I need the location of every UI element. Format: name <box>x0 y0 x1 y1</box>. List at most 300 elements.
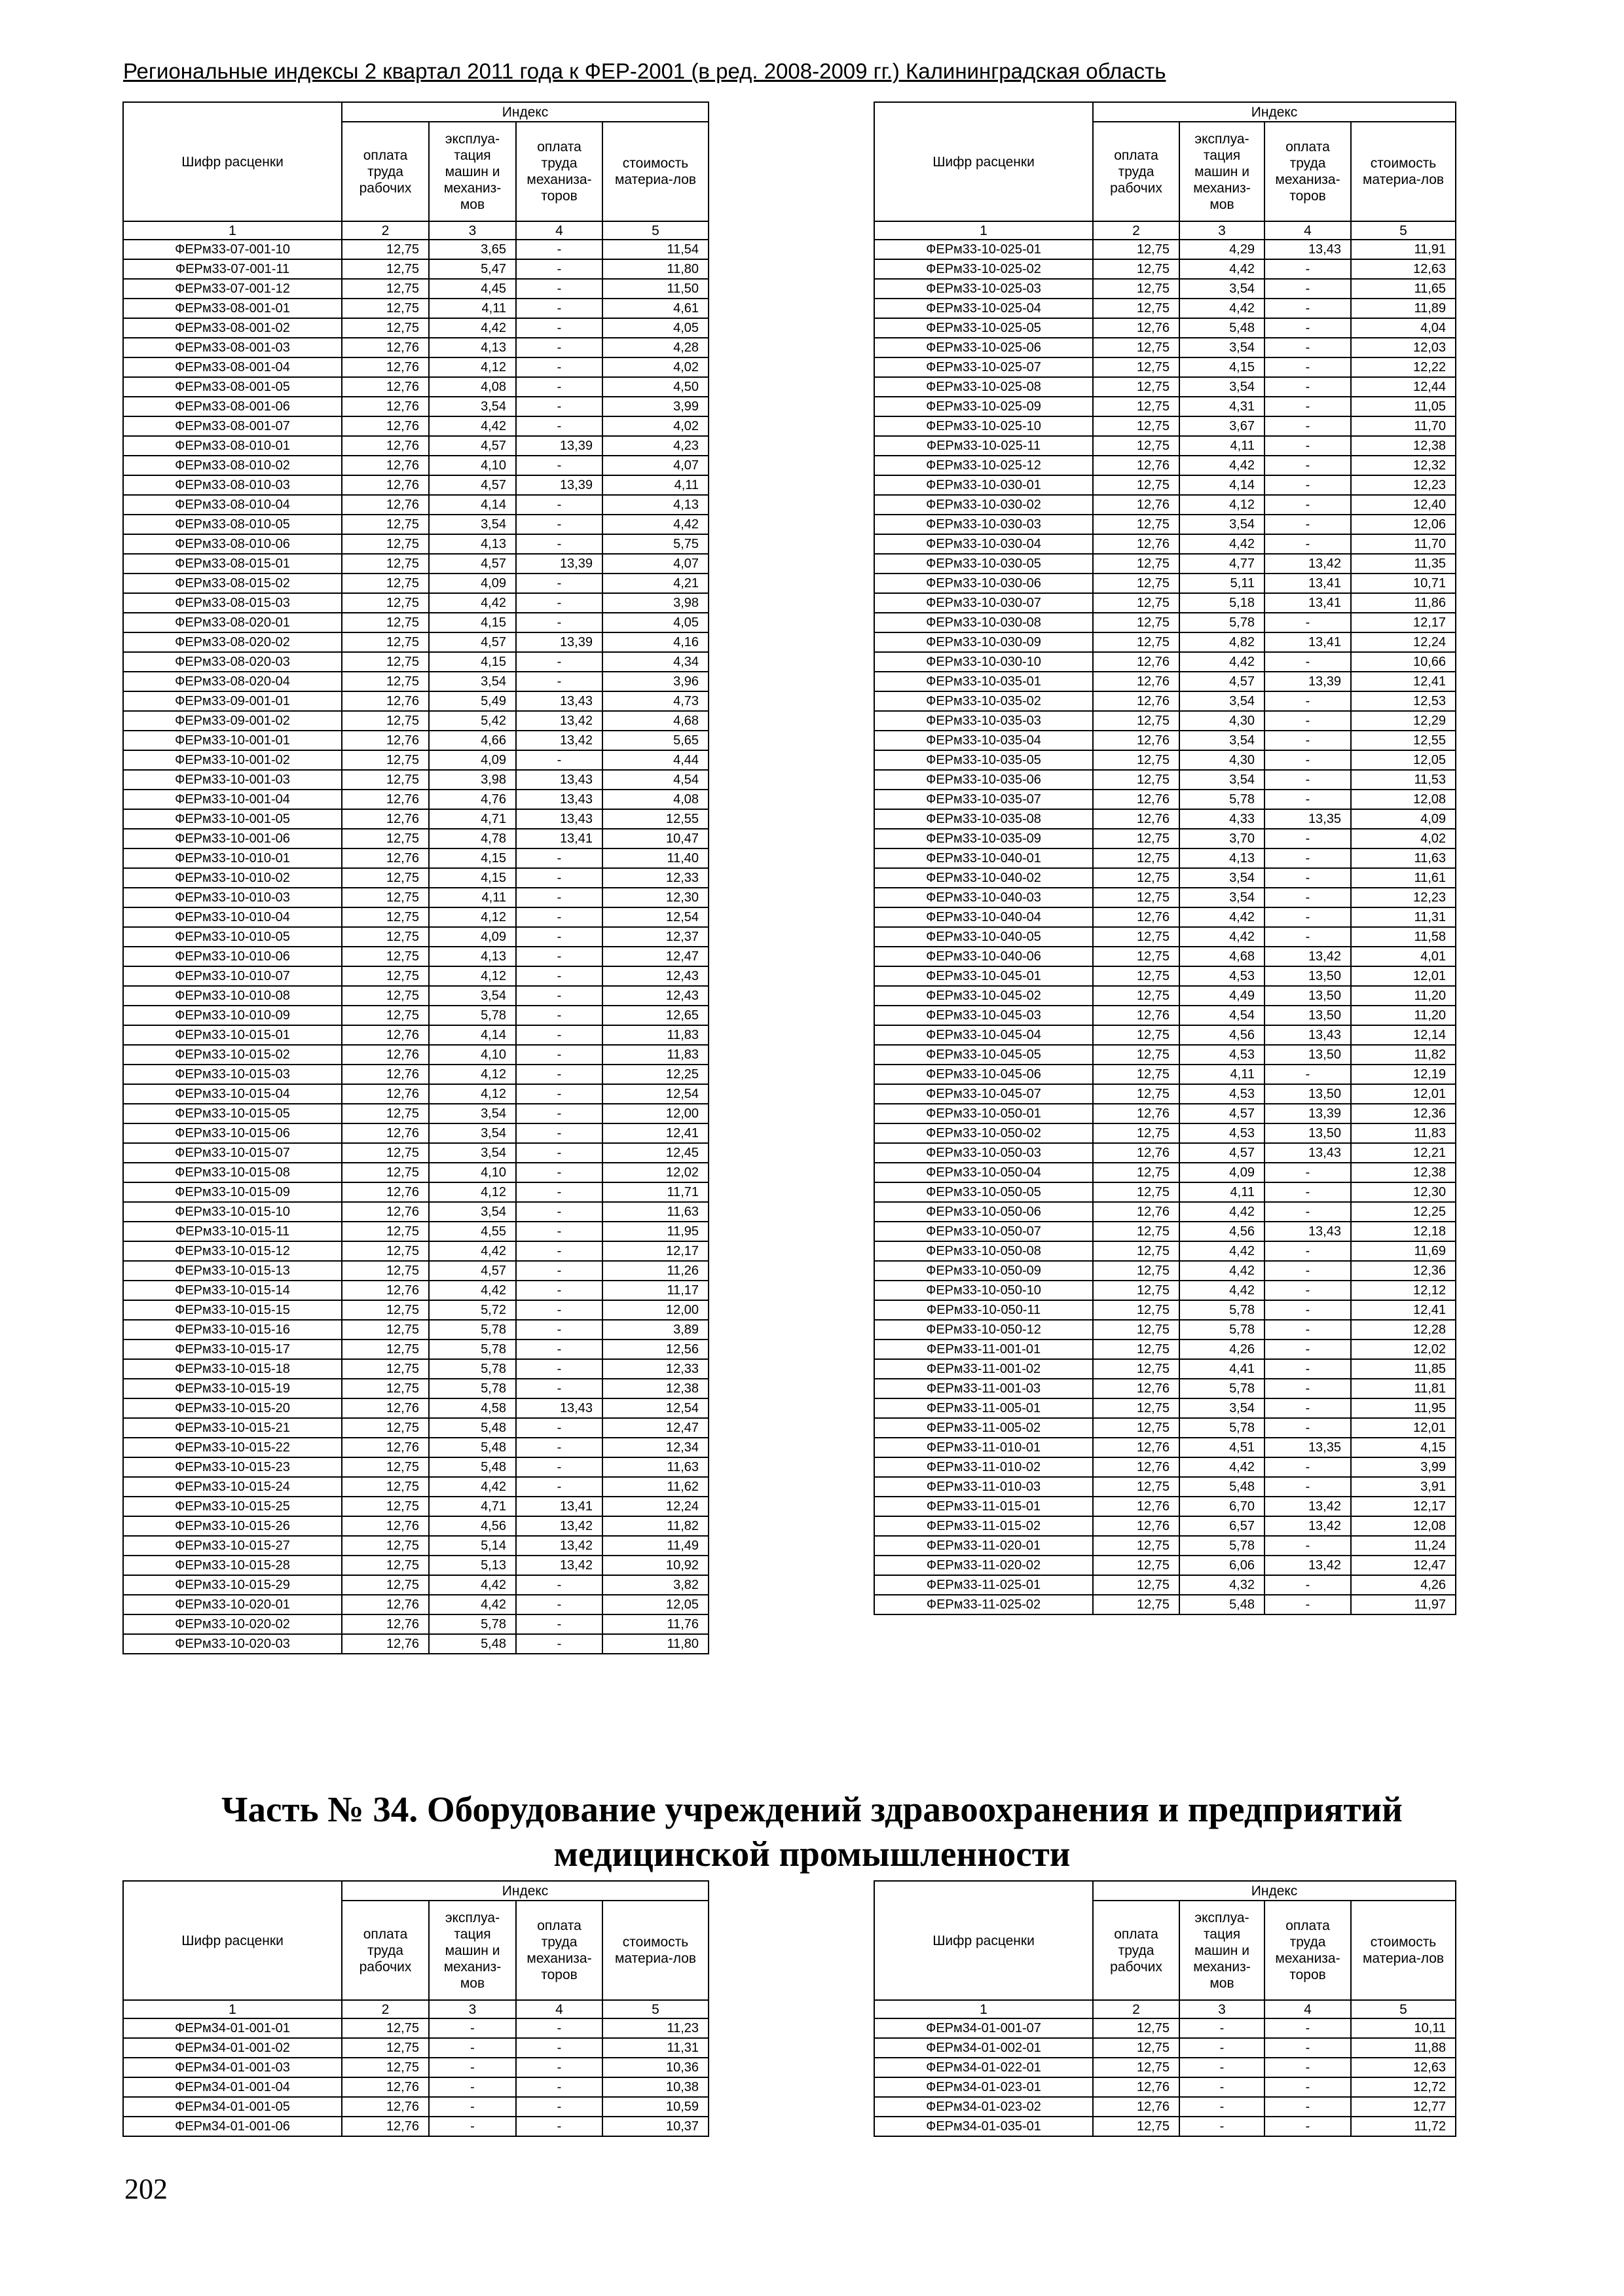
operators-header: оплата труда механиза-торов <box>1264 122 1351 221</box>
operators-index-cell: 13,39 <box>516 475 602 495</box>
machines-index-cell: 4,13 <box>1179 848 1264 868</box>
rate-code-cell: ФЕРм33-10-040-04 <box>874 907 1093 927</box>
labor-index-cell: 12,75 <box>342 279 429 299</box>
table-row <box>123 593 709 613</box>
rate-code-cell: ФЕРм33-08-020-02 <box>123 632 342 652</box>
rate-code-cell: ФЕРм33-10-035-09 <box>874 829 1093 848</box>
operators-index-cell: 13,41 <box>1264 593 1351 613</box>
code-header: Шифр расценки <box>123 102 342 221</box>
labor-index-cell: 12,76 <box>342 416 429 436</box>
rate-code-cell: ФЕРм33-10-015-05 <box>123 1104 342 1123</box>
machines-index-cell: 4,57 <box>429 632 516 652</box>
machines-index-cell: 4,14 <box>429 495 516 515</box>
machines-index-cell: 5,78 <box>1179 1379 1264 1398</box>
operators-index-cell: - <box>516 357 602 377</box>
table-row <box>874 1339 1456 1359</box>
materials-index-cell: 12,24 <box>602 1497 709 1516</box>
materials-index-cell: 12,25 <box>602 1065 709 1084</box>
table-row <box>123 1457 709 1477</box>
labor-index-cell: 12,75 <box>342 1222 429 1241</box>
operators-index-cell: - <box>516 2018 602 2038</box>
materials-index-cell: 12,63 <box>1351 259 1456 279</box>
table-row <box>874 2077 1456 2097</box>
labor-index-cell: 12,75 <box>1093 1065 1179 1084</box>
labor-index-cell: 12,76 <box>1093 1143 1179 1163</box>
operators-index-cell: - <box>1264 1359 1351 1379</box>
labor-index-cell: 12,75 <box>342 907 429 927</box>
materials-index-cell: 10,59 <box>602 2097 709 2117</box>
operators-index-cell: - <box>1264 1163 1351 1182</box>
materials-index-cell: 4,07 <box>602 456 709 475</box>
labor-index-cell: 12,75 <box>342 1143 429 1163</box>
rate-code-cell: ФЕРм33-10-001-03 <box>123 770 342 790</box>
rate-code-cell: ФЕРм33-11-010-03 <box>874 1477 1093 1497</box>
labor-header: оплата труда рабочих <box>342 1901 429 2000</box>
operators-index-cell: 13,50 <box>1264 1006 1351 1025</box>
labor-index-cell: 12,75 <box>1093 2038 1179 2058</box>
machines-index-cell: 4,12 <box>429 357 516 377</box>
machines-index-cell: - <box>429 2018 516 2038</box>
rate-code-cell: ФЕРм33-10-050-09 <box>874 1261 1093 1281</box>
labor-index-cell: 12,76 <box>1093 691 1179 711</box>
materials-index-cell: 11,63 <box>1351 848 1456 868</box>
machines-index-cell: - <box>1179 2117 1264 2136</box>
table-row <box>874 888 1456 907</box>
operators-index-cell: - <box>1264 848 1351 868</box>
table-row <box>874 299 1456 318</box>
materials-index-cell: 12,30 <box>1351 1182 1456 1202</box>
operators-index-cell: 13,50 <box>1264 986 1351 1006</box>
operators-header: оплата труда механиза-торов <box>516 122 602 221</box>
operators-index-cell: 13,43 <box>1264 1143 1351 1163</box>
operators-index-cell: 13,42 <box>1264 947 1351 966</box>
table-row <box>123 1418 709 1438</box>
operators-index-cell: 13,35 <box>1264 809 1351 829</box>
rate-code-cell: ФЕРм33-11-025-01 <box>874 1575 1093 1595</box>
operators-index-cell: - <box>1264 259 1351 279</box>
rate-code-cell: ФЕРм33-11-010-01 <box>874 1438 1093 1457</box>
labor-index-cell: 12,75 <box>1093 711 1179 731</box>
labor-index-cell: 12,75 <box>1093 966 1179 986</box>
operators-index-cell: - <box>516 1222 602 1241</box>
rate-code-cell: ФЕРм33-07-001-12 <box>123 279 342 299</box>
table-row <box>123 416 709 436</box>
labor-index-cell: 12,75 <box>1093 475 1179 495</box>
table-row <box>874 1025 1456 1045</box>
labor-index-cell: 12,75 <box>1093 1575 1179 1595</box>
table-row <box>123 1320 709 1339</box>
materials-index-cell: 12,63 <box>1351 2058 1456 2077</box>
rate-code-cell: ФЕРм33-10-015-10 <box>123 1202 342 1222</box>
labor-index-cell: 12,76 <box>342 1634 429 1654</box>
labor-index-cell: 12,75 <box>342 750 429 770</box>
table-row <box>874 750 1456 770</box>
operators-index-cell: - <box>516 318 602 338</box>
rate-code-cell: ФЕРм33-10-050-04 <box>874 1163 1093 1182</box>
materials-index-cell: 12,17 <box>1351 1497 1456 1516</box>
operators-index-cell: - <box>516 1123 602 1143</box>
table-row <box>123 888 709 907</box>
labor-index-cell: 12,76 <box>342 1516 429 1536</box>
materials-index-cell: 12,28 <box>1351 1320 1456 1339</box>
rate-code-cell: ФЕРм33-10-015-23 <box>123 1457 342 1477</box>
machines-index-cell: 4,12 <box>429 1182 516 1202</box>
col-number: 5 <box>602 221 709 240</box>
materials-index-cell: 11,63 <box>602 1202 709 1222</box>
rate-code-cell: ФЕРм33-10-015-29 <box>123 1575 342 1595</box>
machines-index-cell: 5,78 <box>429 1320 516 1339</box>
operators-index-cell: - <box>1264 652 1351 672</box>
labor-index-cell: 12,75 <box>342 1556 429 1575</box>
rate-code-cell: ФЕРм33-08-010-06 <box>123 534 342 554</box>
rate-code-cell: ФЕРм33-11-020-01 <box>874 1536 1093 1556</box>
operators-index-cell: - <box>1264 456 1351 475</box>
machines-index-cell: - <box>1179 2077 1264 2097</box>
operators-index-cell: - <box>1264 1595 1351 1614</box>
materials-index-cell: 11,20 <box>1351 1006 1456 1025</box>
labor-index-cell: 12,75 <box>1093 868 1179 888</box>
table-row <box>123 495 709 515</box>
machines-index-cell: 4,57 <box>1179 1104 1264 1123</box>
machines-index-cell: 4,77 <box>1179 554 1264 574</box>
materials-index-cell: 4,50 <box>602 377 709 397</box>
rate-code-cell: ФЕРм34-01-023-01 <box>874 2077 1093 2097</box>
machines-index-cell: 5,78 <box>1179 1536 1264 1556</box>
labor-index-cell: 12,75 <box>342 1497 429 1516</box>
materials-index-cell: 11,80 <box>602 1634 709 1654</box>
rate-code-cell: ФЕРм33-10-035-07 <box>874 790 1093 809</box>
operators-index-cell: 13,42 <box>516 1516 602 1536</box>
materials-index-cell: 12,00 <box>602 1300 709 1320</box>
col-number: 2 <box>1093 221 1179 240</box>
operators-index-cell: - <box>1264 1398 1351 1418</box>
table-row <box>874 515 1456 534</box>
table-row <box>123 731 709 750</box>
machines-index-cell: 4,11 <box>1179 1065 1264 1084</box>
operators-index-cell: - <box>516 593 602 613</box>
operators-index-cell: 13,35 <box>1264 1438 1351 1457</box>
labor-index-cell: 12,75 <box>1093 397 1179 416</box>
operators-index-cell: - <box>1264 2058 1351 2077</box>
labor-index-cell: 12,76 <box>1093 318 1179 338</box>
materials-index-cell: 11,35 <box>1351 554 1456 574</box>
labor-index-cell: 12,76 <box>342 1398 429 1418</box>
materials-index-cell: 12,43 <box>602 966 709 986</box>
machines-index-cell: 4,12 <box>429 907 516 927</box>
labor-index-cell: 12,76 <box>342 377 429 397</box>
table-row <box>874 966 1456 986</box>
rate-code-cell: ФЕРм33-10-025-05 <box>874 318 1093 338</box>
machines-index-cell: 3,54 <box>429 1202 516 1222</box>
machines-index-cell: 4,57 <box>1179 1143 1264 1163</box>
operators-index-cell: 13,50 <box>1264 1084 1351 1104</box>
materials-index-cell: 11,63 <box>602 1457 709 1477</box>
labor-index-cell: 12,75 <box>1093 2018 1179 2038</box>
materials-index-cell: 4,02 <box>602 357 709 377</box>
labor-index-cell: 12,75 <box>342 829 429 848</box>
materials-index-cell: 12,18 <box>1351 1222 1456 1241</box>
rate-code-cell: ФЕРм33-10-045-03 <box>874 1006 1093 1025</box>
materials-index-cell: 11,23 <box>602 2018 709 2038</box>
operators-index-cell: - <box>516 672 602 691</box>
machines-index-cell: 6,70 <box>1179 1497 1264 1516</box>
labor-index-cell: 12,75 <box>342 1339 429 1359</box>
labor-index-cell: 12,76 <box>342 1182 429 1202</box>
operators-index-cell: - <box>1264 1065 1351 1084</box>
table-row <box>874 2097 1456 2117</box>
machines-index-cell: 5,78 <box>429 1359 516 1379</box>
materials-index-cell: 12,05 <box>602 1595 709 1614</box>
materials-index-cell: 3,91 <box>1351 1477 1456 1497</box>
machines-index-cell: 5,48 <box>1179 318 1264 338</box>
materials-index-cell: 12,23 <box>1351 475 1456 495</box>
table-row <box>123 1556 709 1575</box>
operators-index-cell: - <box>516 1339 602 1359</box>
col-number: 5 <box>602 2000 709 2018</box>
table-row <box>874 1595 1456 1614</box>
code-header: Шифр расценки <box>874 102 1093 221</box>
machines-index-cell: 4,30 <box>1179 750 1264 770</box>
table-row <box>123 848 709 868</box>
machines-index-cell: 3,54 <box>1179 691 1264 711</box>
materials-index-cell: 10,38 <box>602 2077 709 2097</box>
col-number: 1 <box>123 221 342 240</box>
rate-code-cell: ФЕРм33-10-015-12 <box>123 1241 342 1261</box>
labor-index-cell: 12,75 <box>342 299 429 318</box>
rate-code-cell: ФЕРм33-10-050-05 <box>874 1182 1093 1202</box>
rate-code-cell: ФЕРм33-08-010-02 <box>123 456 342 475</box>
materials-index-cell: 10,36 <box>602 2058 709 2077</box>
machines-index-cell: 4,14 <box>1179 475 1264 495</box>
operators-index-cell: - <box>1264 770 1351 790</box>
table-row <box>123 672 709 691</box>
rate-code-cell: ФЕРм33-10-015-28 <box>123 1556 342 1575</box>
table-row <box>123 1006 709 1025</box>
labor-index-cell: 12,75 <box>342 1300 429 1320</box>
labor-index-cell: 12,76 <box>342 397 429 416</box>
materials-index-cell: 4,13 <box>602 495 709 515</box>
operators-index-cell: - <box>1264 416 1351 436</box>
operators-index-cell: 13,43 <box>516 1398 602 1418</box>
table-row <box>874 554 1456 574</box>
machines-index-cell: 5,48 <box>429 1634 516 1654</box>
materials-index-cell: 12,17 <box>602 1241 709 1261</box>
machines-index-cell: 3,54 <box>429 1104 516 1123</box>
table-row <box>874 1241 1456 1261</box>
rate-code-cell: ФЕРм33-10-001-06 <box>123 829 342 848</box>
operators-index-cell: - <box>516 299 602 318</box>
materials-index-cell: 12,02 <box>1351 1339 1456 1359</box>
col-number: 1 <box>874 2000 1093 2018</box>
table-row <box>123 554 709 574</box>
materials-index-cell: 12,24 <box>1351 632 1456 652</box>
table-row <box>874 436 1456 456</box>
table-row <box>874 1143 1456 1163</box>
materials-index-cell: 12,55 <box>1351 731 1456 750</box>
operators-index-cell: 13,43 <box>516 809 602 829</box>
materials-index-cell: 10,47 <box>602 829 709 848</box>
machines-index-cell: 4,42 <box>429 1281 516 1300</box>
machines-index-cell: 5,78 <box>1179 790 1264 809</box>
operators-index-cell: - <box>516 1300 602 1320</box>
machines-index-cell: 4,14 <box>429 1025 516 1045</box>
labor-index-cell: 12,76 <box>1093 790 1179 809</box>
operators-index-cell: 13,43 <box>516 770 602 790</box>
labor-index-cell: 12,75 <box>1093 240 1179 259</box>
operators-index-cell: - <box>516 848 602 868</box>
labor-index-cell: 12,75 <box>342 574 429 593</box>
table-row <box>874 1182 1456 1202</box>
table-row <box>123 299 709 318</box>
labor-index-cell: 12,75 <box>1093 1339 1179 1359</box>
machines-index-cell: 3,65 <box>429 240 516 259</box>
machines-index-cell: - <box>429 2058 516 2077</box>
table-row <box>123 1084 709 1104</box>
materials-index-cell: 11,89 <box>1351 299 1456 318</box>
operators-index-cell: - <box>516 397 602 416</box>
table-row <box>123 652 709 672</box>
operators-index-cell: - <box>516 1045 602 1065</box>
table-row <box>123 515 709 534</box>
rate-code-cell: ФЕРм33-10-025-08 <box>874 377 1093 397</box>
table-row <box>123 357 709 377</box>
operators-index-cell: 13,42 <box>516 1556 602 1575</box>
machines-index-cell: 4,42 <box>1179 1261 1264 1281</box>
materials-index-cell: 12,65 <box>602 1006 709 1025</box>
materials-index-cell: 11,86 <box>1351 593 1456 613</box>
labor-index-cell: 12,75 <box>342 966 429 986</box>
machines-index-cell: 4,09 <box>429 750 516 770</box>
rate-code-cell: ФЕРм33-10-015-01 <box>123 1025 342 1045</box>
operators-index-cell: - <box>1264 790 1351 809</box>
materials-index-cell: 12,01 <box>1351 1418 1456 1438</box>
table-row <box>123 1379 709 1398</box>
machines-index-cell: 5,13 <box>429 1556 516 1575</box>
materials-index-cell: 11,70 <box>1351 416 1456 436</box>
machines-index-cell: 3,54 <box>1179 515 1264 534</box>
machines-index-cell: 4,42 <box>429 1595 516 1614</box>
rate-code-cell: ФЕРм34-01-001-05 <box>123 2097 342 2117</box>
materials-index-cell: 12,54 <box>602 1084 709 1104</box>
labor-index-cell: 12,75 <box>1093 1261 1179 1281</box>
operators-index-cell: - <box>516 416 602 436</box>
operators-index-cell: - <box>516 966 602 986</box>
labor-index-cell: 12,75 <box>1093 279 1179 299</box>
machines-index-cell: 5,78 <box>429 1614 516 1634</box>
rate-code-cell: ФЕРм33-10-015-06 <box>123 1123 342 1143</box>
operators-index-cell: - <box>1264 1339 1351 1359</box>
materials-index-cell: 12,33 <box>602 1359 709 1379</box>
labor-index-cell: 12,76 <box>342 1123 429 1143</box>
machines-index-cell: - <box>429 2038 516 2058</box>
materials-index-cell: 12,38 <box>1351 1163 1456 1182</box>
table-row <box>874 259 1456 279</box>
labor-index-cell: 12,76 <box>1093 1438 1179 1457</box>
machines-index-cell: 5,48 <box>429 1438 516 1457</box>
index-header: Индекс <box>1093 1881 1456 1901</box>
table-row <box>123 1104 709 1123</box>
operators-index-cell: - <box>1264 1261 1351 1281</box>
rate-code-cell: ФЕРм33-11-001-02 <box>874 1359 1093 1379</box>
rate-code-cell: ФЕРм33-10-035-08 <box>874 809 1093 829</box>
rate-code-cell: ФЕРм33-08-001-05 <box>123 377 342 397</box>
rate-code-cell: ФЕРм33-11-001-03 <box>874 1379 1093 1398</box>
machines-index-cell: 4,42 <box>1179 927 1264 947</box>
rate-code-cell: ФЕРм33-10-045-07 <box>874 1084 1093 1104</box>
machines-index-cell: 4,42 <box>1179 1202 1264 1222</box>
rate-code-cell: ФЕРм33-10-045-04 <box>874 1025 1093 1045</box>
labor-index-cell: 12,75 <box>342 1536 429 1556</box>
operators-index-cell: - <box>516 1614 602 1634</box>
rate-code-cell: ФЕРм33-09-001-02 <box>123 711 342 731</box>
operators-index-cell: - <box>516 1457 602 1477</box>
rate-code-cell: ФЕРм33-10-050-07 <box>874 1222 1093 1241</box>
materials-index-cell: 12,36 <box>1351 1261 1456 1281</box>
machines-index-cell: 4,11 <box>1179 436 1264 456</box>
rate-code-cell: ФЕРм33-10-015-03 <box>123 1065 342 1084</box>
labor-index-cell: 12,76 <box>342 691 429 711</box>
labor-index-cell: 12,75 <box>1093 1045 1179 1065</box>
labor-index-cell: 12,76 <box>342 1595 429 1614</box>
labor-index-cell: 12,76 <box>342 1202 429 1222</box>
machines-index-cell: 4,82 <box>1179 632 1264 652</box>
table-row <box>123 534 709 554</box>
materials-index-cell: 4,11 <box>602 475 709 495</box>
labor-index-cell: 12,75 <box>1093 1163 1179 1182</box>
materials-index-cell: 12,47 <box>602 1418 709 1438</box>
labor-index-cell: 12,75 <box>1093 1477 1179 1497</box>
operators-index-cell: - <box>1264 534 1351 554</box>
materials-index-cell: 4,09 <box>1351 809 1456 829</box>
labor-index-cell: 12,76 <box>342 1084 429 1104</box>
operators-index-cell: - <box>516 986 602 1006</box>
materials-header: стоимость материа-лов <box>602 1901 709 2000</box>
machines-index-cell: 4,12 <box>1179 495 1264 515</box>
labor-index-cell: 12,75 <box>1093 1084 1179 1104</box>
table-row <box>123 475 709 495</box>
operators-index-cell: - <box>1264 711 1351 731</box>
materials-index-cell: 4,02 <box>602 416 709 436</box>
labor-index-cell: 12,75 <box>342 1575 429 1595</box>
operators-index-cell: - <box>516 1241 602 1261</box>
table-row <box>123 1182 709 1202</box>
materials-index-cell: 12,01 <box>1351 1084 1456 1104</box>
table-row <box>874 770 1456 790</box>
table-row <box>123 2117 709 2136</box>
operators-index-cell: - <box>1264 750 1351 770</box>
machines-index-cell: 5,48 <box>429 1457 516 1477</box>
table-row <box>123 1438 709 1457</box>
materials-index-cell: 12,77 <box>1351 2097 1456 2117</box>
table-row <box>123 377 709 397</box>
materials-index-cell: 12,37 <box>602 927 709 947</box>
machines-index-cell: - <box>429 2117 516 2136</box>
machines-index-cell: 4,08 <box>429 377 516 397</box>
rate-code-cell: ФЕРм33-10-025-01 <box>874 240 1093 259</box>
labor-index-cell: 12,75 <box>342 1359 429 1379</box>
rate-code-cell: ФЕРм33-10-015-04 <box>123 1084 342 1104</box>
operators-index-cell: 13,39 <box>516 436 602 456</box>
materials-index-cell: 12,00 <box>602 1104 709 1123</box>
machines-index-cell: 3,67 <box>1179 416 1264 436</box>
table-row <box>874 1477 1456 1497</box>
table-row <box>123 1281 709 1300</box>
materials-index-cell: 12,54 <box>602 907 709 927</box>
table-row <box>123 1261 709 1281</box>
col-number: 3 <box>429 2000 516 2018</box>
operators-index-cell: - <box>516 377 602 397</box>
labor-index-cell: 12,75 <box>342 711 429 731</box>
